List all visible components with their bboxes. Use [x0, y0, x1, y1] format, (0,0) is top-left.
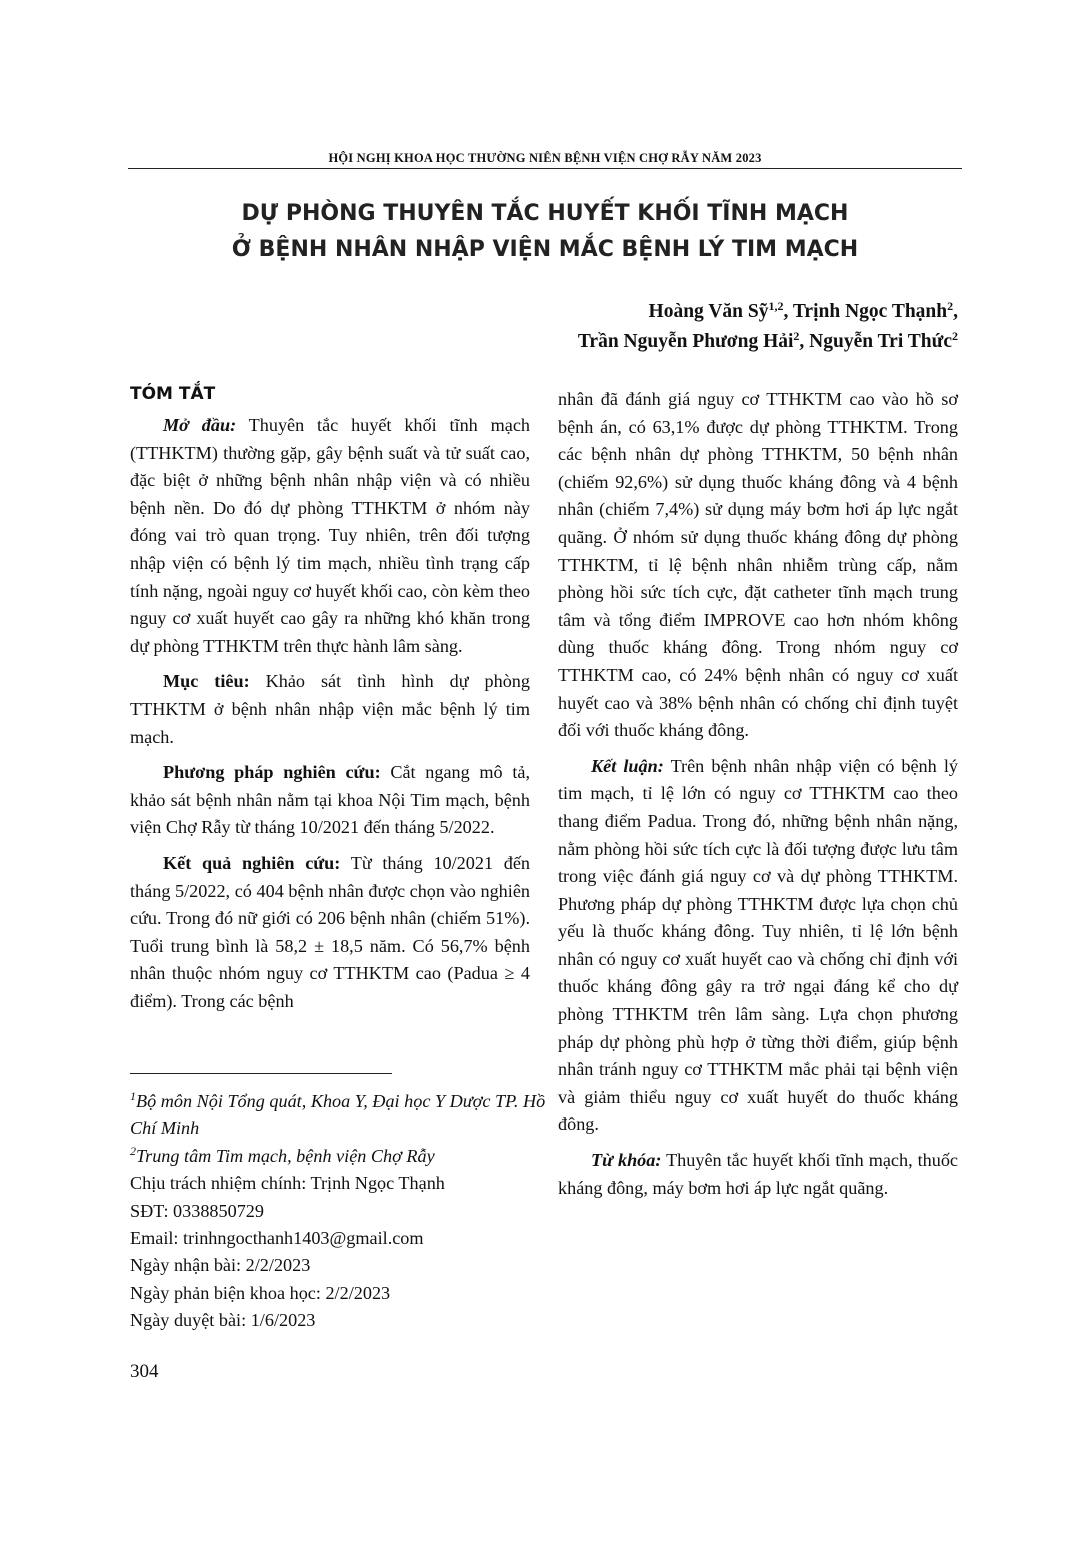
affiliation-1: [130, 1088, 550, 1143]
article-title: [128, 196, 962, 268]
author-separator: ,: [799, 331, 810, 352]
conclusion-text: Trên bệnh nhân nhập viện có bệnh lý tim mạch, tỉ lệ lớn có nguy cơ TTHKTM cao theo thang điểm Padua. Trong đó, những bệnh nhân nặng, nằm phòng hồi sức tích cực là đối tượng được lưu tâm trong việc đánh giá nguy cơ và dự phòng TTHKTM. Phương pháp dự phòng TTHKTM được lựa chọn chủ yếu là thuốc kháng đông. Tuy nhiên, tỉ lệ lớn bệnh nhân có nguy cơ xuất huyết cao và chống chỉ định với thuốc kháng đông gây ra trở ngại đáng kể cho dự phòng TTHKTM trên lâm sàng. Lựa chọn phương pháp dự phòng phù hợp ở từng thời điểm, giúp bệnh nhân tránh nguy cơ TTHKTM mắc phải tại bệnh viện và giảm thiểu nguy cơ xuất huyết do thuốc kháng đông.: [558, 755, 958, 1135]
author-separator: ,: [953, 301, 958, 322]
page-number: 304: [130, 1361, 159, 1382]
title-line-2: Ở BỆNH NHÂN NHẬP VIỆN MẮC BỆNH LÝ TIM MẠCH: [231, 237, 859, 262]
date-reviewed: Ngày phản biện khoa học: 2/2/2023: [130, 1282, 391, 1303]
footnote-rule: [130, 1073, 392, 1074]
keywords-label: Từ khóa:: [591, 1150, 662, 1171]
objective-label: Mục tiêu:: [163, 671, 250, 692]
methods-label: Phương pháp nghiên cứu:: [163, 762, 381, 783]
objective-paragraph: [130, 668, 530, 751]
author-affiliation-sup: 2: [793, 329, 800, 343]
left-column: [130, 382, 530, 1023]
affiliation-2: [130, 1143, 550, 1170]
date-accepted: Ngày duyệt bài: 1/6/2023: [130, 1310, 316, 1331]
author-line-1: [578, 297, 958, 327]
date-received: Ngày nhận bài: 2/2/2023: [130, 1255, 311, 1276]
results-paragraph: [130, 850, 530, 1016]
conclusion-paragraph: [558, 753, 958, 1139]
author-affiliation-sup: 2: [952, 329, 958, 343]
objective-text: Khảo sát tình hình dự phòng TTHKTM ở bệnh nhân nhập viện mắc bệnh lý tim mạch.: [130, 671, 530, 747]
author-separator: ,: [783, 301, 793, 322]
author-name: Nguyễn Tri Thức: [809, 331, 952, 352]
footnotes: [130, 1088, 550, 1335]
running-header: HỘI NGHỊ KHOA HỌC THƯỜNG NIÊN BỆNH VIỆN CHỢ RẪY NĂM 2023: [328, 151, 762, 165]
intro-text: Thuyên tắc huyết khối tĩnh mạch (TTHKTM) thường gặp, gây bệnh suất và tử suất cao, đặc biệt ở những bệnh nhân nhập viện và có nhiều bệnh nền. Do đó dự phòng TTHKTM ở nhóm này đóng vai trò quan trọng. Tuy nhiên, trên đối tượng nhập viện có bệnh lý tim mạch, nhiều tình trạng cấp tính nặng, ngoài nguy cơ huyết khối cao, còn kèm theo nguy cơ xuất huyết cao gây ra những khó khăn trong dự phòng TTHKTM trên thực hành lâm sàng.: [130, 415, 530, 656]
author-affiliation-sup: 2: [947, 299, 954, 313]
results-continued: nhân đã đánh giá nguy cơ TTHKTM cao vào hồ sơ bệnh án, có 63,1% được dự phòng TTHKTM. Trong các bệnh nhân dự phòng TTHKTM, 50 bệnh nhân (chiếm 92,6%) sử dụng thuốc kháng đông và 4 bệnh nhân (chiếm 7,4%) sử dụng máy bơm hơi áp lực ngắt quãng. Ở nhóm sử dụng thuốc kháng đông dự phòng TTHKTM, tỉ lệ bệnh nhân nhiễm trùng cấp, nằm phòng hồi sức tích cực, đặt catheter tĩnh mạch trung tâm và tổng điểm IMPROVE cao hơn nhóm không dùng thuốc kháng đông. Trong nhóm nguy cơ TTHKTM cao, có 24% bệnh nhân có nguy cơ xuất huyết cao và 38% bệnh nhân có chống chỉ định tuyệt đối với thuốc kháng đông.: [558, 389, 958, 741]
author-name: Hoàng Văn Sỹ: [648, 301, 769, 322]
methods-paragraph: [130, 759, 530, 842]
corresponding-author: Chịu trách nhiệm chính: Trịnh Ngọc Thạnh: [130, 1173, 445, 1194]
conclusion-label: Kết luận:: [591, 755, 664, 776]
section-heading-summary: TÓM TẮT: [130, 384, 216, 404]
phone-number: SĐT: 0338850729: [130, 1200, 264, 1221]
affiliation-text: Bộ môn Nội Tổng quát, Khoa Y, Đại học Y Dược TP. Hồ Chí Minh: [130, 1091, 546, 1139]
results-text: Từ tháng 10/2021 đến tháng 5/2022, có 404 bệnh nhân được chọn vào nghiên cứu. Trong đó nữ giới có 206 bệnh nhân (chiếm 51%). Tuổi trung bình là 58,2 ± 18,5 năm. Có 56,7% bệnh nhân thuộc nhóm nguy cơ TTHKTM cao (Padua ≥ 4 điểm). Trong các bệnh: [130, 852, 530, 1011]
intro-paragraph: [130, 412, 530, 660]
author-affiliation-sup: 1,2: [768, 299, 784, 313]
email-address: Email: trinhngocthanh1403@gmail.com: [130, 1228, 424, 1249]
results-label: Kết quả nghiên cứu:: [163, 852, 341, 873]
keywords-text: Thuyên tắc huyết khối tĩnh mạch, thuốc kháng đông, máy bơm hơi áp lực ngắt quãng.: [558, 1150, 958, 1198]
affiliation-text: Trung tâm Tim mạch, bệnh viện Chợ Rẫy: [136, 1145, 435, 1166]
keywords-paragraph: [558, 1147, 958, 1202]
title-line-1: DỰ PHÒNG THUYÊN TẮC HUYẾT KHỐI TĨNH MẠCH: [241, 201, 849, 226]
author-list: [578, 297, 958, 357]
author-name: Trần Nguyễn Phương Hải: [577, 331, 794, 352]
intro-label: Mở đầu:: [163, 415, 237, 435]
methods-text: Cắt ngang mô tả, khảo sát bệnh nhân nằm tại khoa Nội Tim mạch, bệnh viện Chợ Rẫy từ tháng 10/2021 đến tháng 5/2022.: [130, 762, 530, 838]
author-name: Trịnh Ngọc Thạnh: [792, 301, 948, 322]
affiliation-sup: 2: [130, 1143, 136, 1158]
author-line-2: [578, 327, 958, 357]
header-rule: [128, 168, 962, 169]
right-column: [558, 386, 958, 1210]
affiliation-sup: 1: [130, 1089, 136, 1103]
